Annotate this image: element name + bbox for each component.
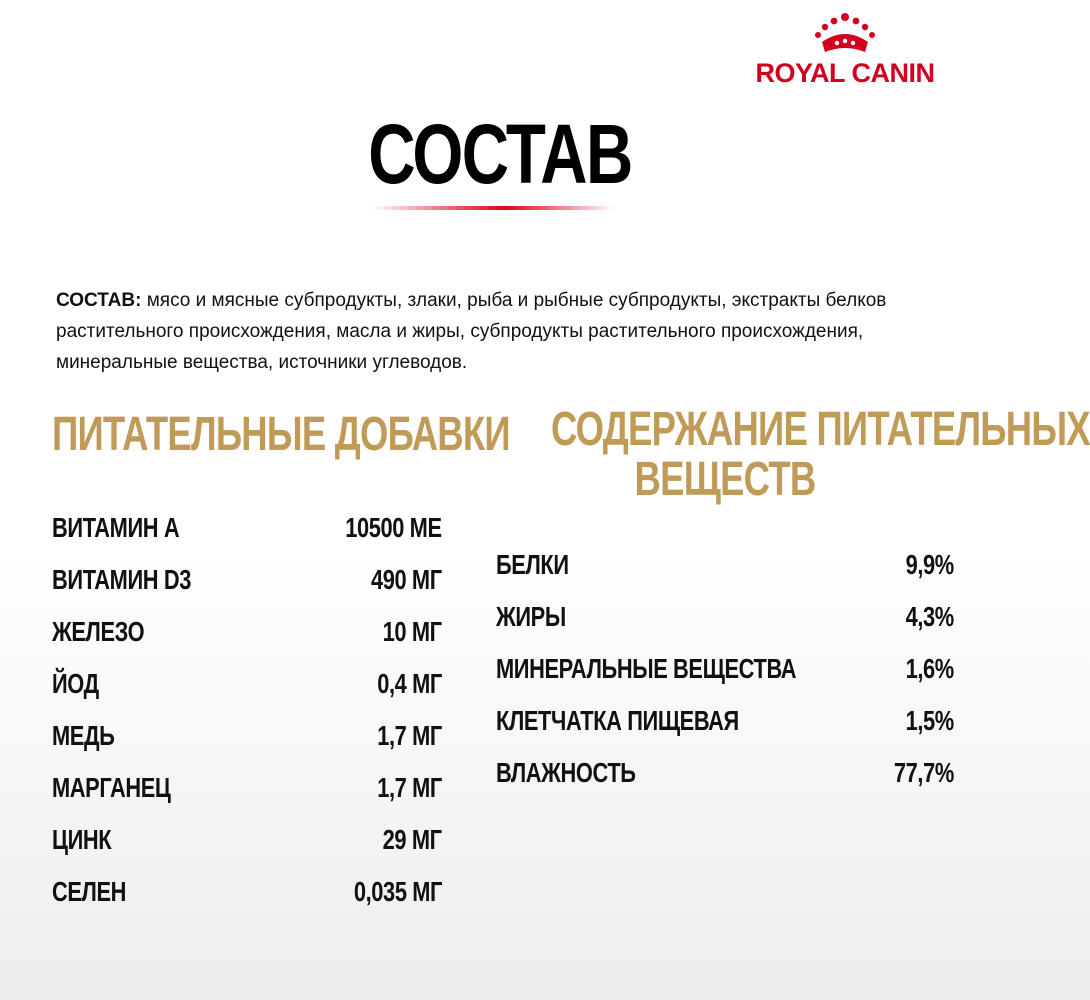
- crown-icon: [810, 12, 880, 56]
- item-name: ЦИНК: [52, 824, 112, 855]
- nutrients-section: [496, 403, 1090, 799]
- item-name: МИНЕРАЛЬНЫЕ ВЕЩЕСТВА: [496, 653, 797, 684]
- list-item: [52, 606, 442, 658]
- item-name: МЕДЬ: [52, 720, 115, 751]
- item-name: КЛЕТЧАТКА ПИЩЕВАЯ: [496, 705, 739, 736]
- item-value: 29 МГ: [383, 824, 442, 855]
- list-item: [496, 747, 954, 799]
- list-item: [496, 695, 954, 747]
- item-value: 10 МГ: [383, 616, 442, 647]
- list-item: [52, 814, 442, 866]
- list-item: [496, 539, 954, 591]
- list-item: [496, 643, 954, 695]
- item-value: 77,7%: [894, 757, 954, 788]
- item-name: МАРГАНЕЦ: [52, 772, 171, 803]
- item-value: 1,5%: [905, 705, 954, 736]
- nutrients-list: [496, 539, 954, 799]
- page-title: СОСТАВ: [368, 107, 632, 201]
- item-name: ВИТАМИН D3: [52, 564, 191, 595]
- list-item: [52, 658, 442, 710]
- list-item: [52, 762, 442, 814]
- list-item: [52, 866, 442, 918]
- item-value: 490 МГ: [371, 564, 442, 595]
- item-name: СЕЛЕН: [52, 876, 127, 907]
- composition-body: мясо и мясные субпродукты, злаки, рыба и рыбные субпродукты, экстракты белков растительного происхождения, масла и жиры, субпродукты растительного происхождения, минеральные вещества, источники углеводов.: [56, 290, 887, 373]
- item-name: БЕЛКИ: [496, 549, 569, 580]
- composition-label: СОСТАВ:: [56, 290, 142, 311]
- composition-text: [56, 285, 926, 378]
- nutrients-heading-line1: СОДЕРЖАНИЕ ПИТАТЕЛЬНЫХ: [550, 403, 1090, 456]
- nutrients-heading-line2: ВЕЩЕСТВ: [634, 453, 816, 506]
- item-value: 4,3%: [905, 601, 954, 632]
- item-value: 0,4 МГ: [377, 668, 442, 699]
- item-value: 10500 МЕ: [345, 512, 442, 543]
- item-name: ЙОД: [52, 668, 99, 699]
- brand-logo-text: ROYAL CANIN: [755, 58, 935, 88]
- list-item: [52, 502, 442, 554]
- list-item: [52, 554, 442, 606]
- title-underline: [370, 206, 614, 210]
- item-value: 0,035 МГ: [353, 876, 442, 907]
- item-value: 9,9%: [905, 549, 954, 580]
- list-item: [52, 710, 442, 762]
- brand-logo: [740, 12, 950, 89]
- item-name: ВИТАМИН А: [52, 512, 180, 543]
- nutrients-heading: [496, 403, 1090, 506]
- item-name: ВЛАЖНОСТЬ: [496, 757, 636, 788]
- item-name: ЖИРЫ: [496, 601, 566, 632]
- additives-list: [52, 502, 442, 918]
- item-value: 1,7 МГ: [377, 720, 442, 751]
- item-value: 1,6%: [905, 653, 954, 684]
- item-value: 1,7 МГ: [377, 772, 442, 803]
- item-name: ЖЕЛЕЗО: [52, 616, 145, 647]
- list-item: [496, 591, 954, 643]
- additives-heading: ПИТАТЕЛЬНЫЕ ДОБАВКИ: [52, 408, 510, 461]
- additives-section: [52, 408, 510, 918]
